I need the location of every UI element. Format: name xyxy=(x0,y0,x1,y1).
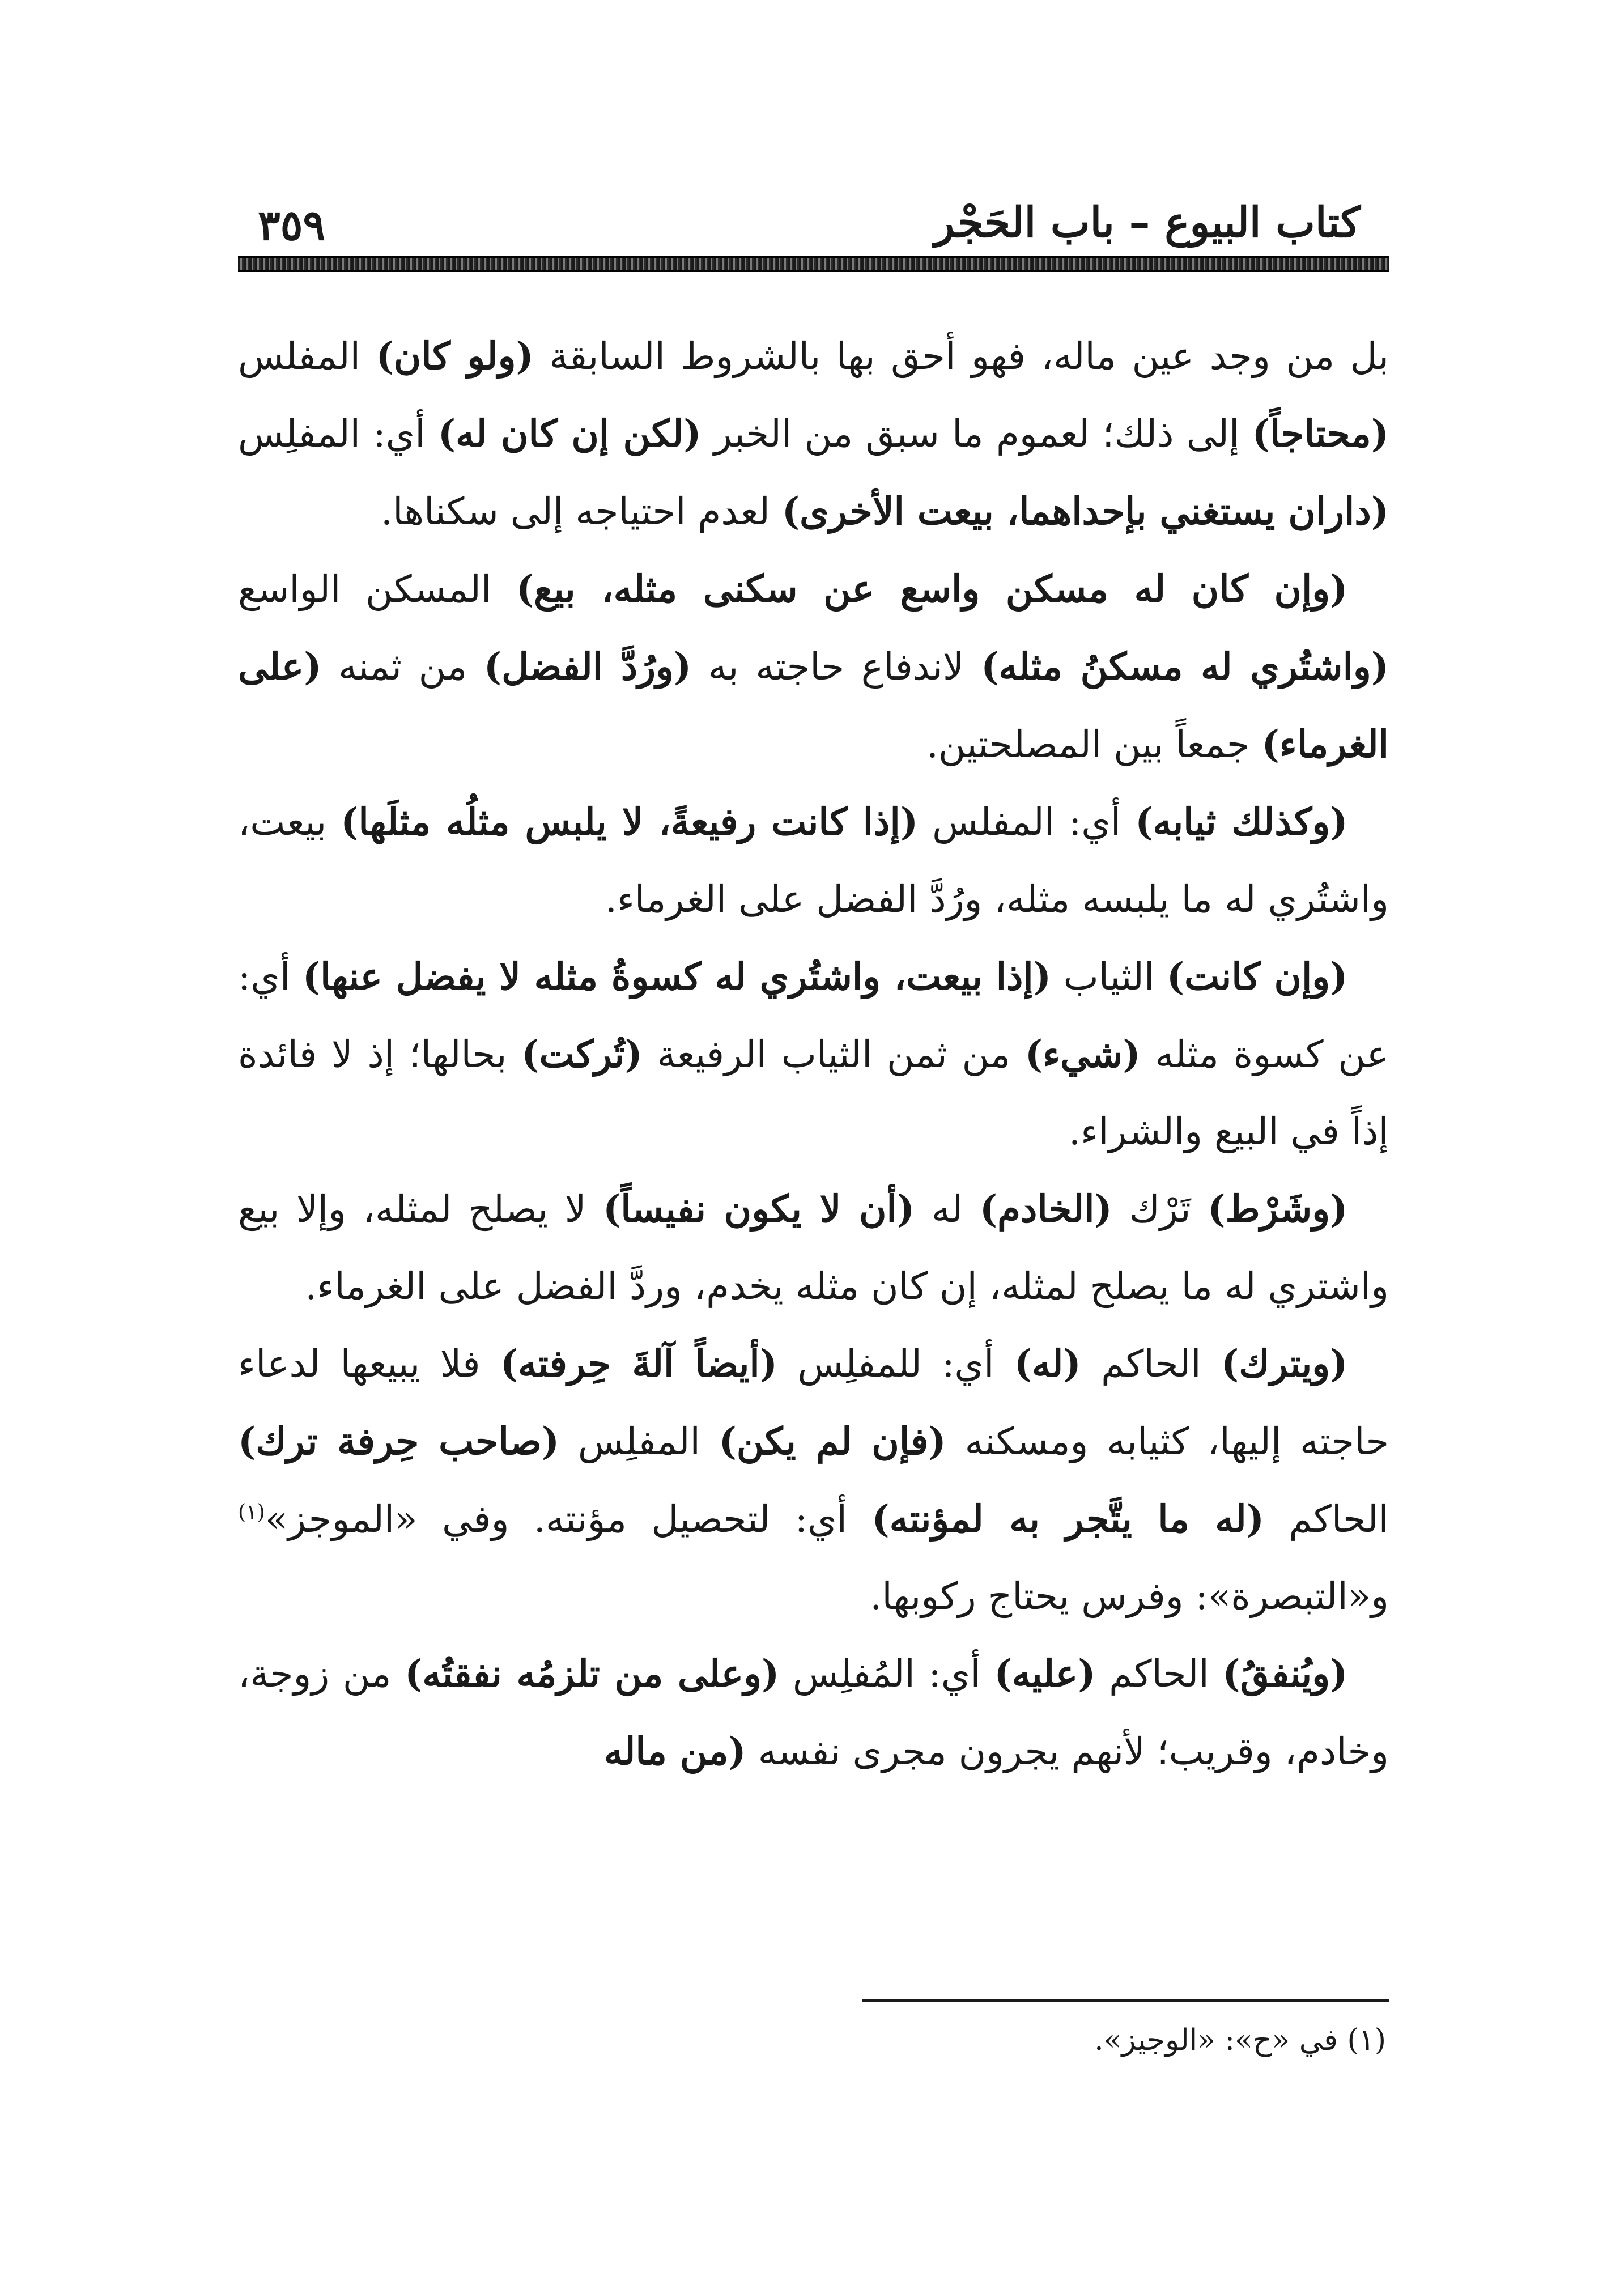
sharh-text: المسكن الواسع xyxy=(238,567,516,611)
matn-text: (إذا كانت رفيعةً، لا يلبس مثلُه مثلَها) xyxy=(341,800,919,844)
sharh-text: الثياب xyxy=(1051,955,1167,999)
footnote-divider xyxy=(862,1999,1389,2002)
matn-text: (فإن لم يكن) xyxy=(719,1419,946,1463)
matn-text: (واشتُري له مسكنُ مثله) xyxy=(981,644,1389,689)
matn-text: (إذا بيعت، واشتُري له كسوةُ مثله لا يفضل عنها) xyxy=(302,954,1051,999)
paragraph xyxy=(238,1325,1389,1635)
sharh-text: إلى ذلك؛ لعموم ما سبق من الخبر xyxy=(701,412,1252,456)
sharh-text: من ثمنه xyxy=(321,645,484,689)
sharh-text: من زوجة، وخادم، وقريب؛ لأنهم يجرون مجرى نفسه xyxy=(238,1652,1389,1773)
sharh-text: بحالها؛ إذ لا فائدة إذاً في البيع والشراء. xyxy=(238,1033,1389,1153)
matn-text: (شيء) xyxy=(1024,1032,1141,1076)
paragraph xyxy=(238,1170,1389,1325)
sharh-text: لعدم احتياجه إلى سكناها. xyxy=(381,490,782,533)
footnote: (١) في «ح»: «الوجيز». xyxy=(1094,2023,1386,2057)
matn-text: (الخادم) xyxy=(979,1187,1112,1231)
header-divider xyxy=(238,256,1389,272)
paragraph xyxy=(238,783,1389,938)
sharh-text: المفلِس xyxy=(559,1420,719,1463)
sharh-text: بل من وجد عين ماله، فهو أحق بها بالشروط السابقة xyxy=(533,334,1389,378)
matn-text: (داران يستغني بإحداهما، بيعت الأخرى) xyxy=(781,489,1389,533)
sharh-text: المفلس xyxy=(238,334,376,378)
paragraph xyxy=(238,1635,1389,1790)
matn-text: (لكن إن كان له) xyxy=(437,411,702,456)
matn-text: (ورُدَّ الفضل) xyxy=(483,644,692,689)
sharh-text: الحاكم xyxy=(1095,1652,1223,1696)
sharh-text: أي: المُفلِس xyxy=(779,1652,994,1696)
sharh-text: أي: للمفلِس xyxy=(777,1342,1014,1386)
sharh-text: تَرْك xyxy=(1112,1187,1208,1231)
sharh-text: الحاكم xyxy=(1264,1497,1389,1541)
matn-text: (له) xyxy=(1014,1341,1081,1386)
sharh-text: فلا يبيعها لدعاء حاجته إليها، كثيابه ومسكنه xyxy=(238,1342,1389,1463)
footnote-marker: (١) xyxy=(238,1500,265,1524)
sharh-text: له xyxy=(915,1187,980,1231)
sharh-text: من ثمن الثياب الرفيعة xyxy=(642,1033,1025,1076)
sharh-text: لاندفاع حاجته به xyxy=(691,645,981,689)
main-text xyxy=(238,317,1389,1790)
matn-text: (صاحب حِرفة ترك) xyxy=(238,1419,560,1463)
paragraph xyxy=(238,550,1389,783)
paragraph xyxy=(238,938,1389,1170)
sharh-text: أي: المفلس xyxy=(918,800,1136,844)
matn-text: (على الغرماء) xyxy=(238,644,1389,766)
matn-text: (أن لا يكون نفيساً) xyxy=(603,1187,915,1231)
matn-text: (وشَرْط) xyxy=(1208,1187,1348,1231)
matn-text: (ويترك) xyxy=(1221,1341,1348,1386)
matn-text: (ويُنفقُ) xyxy=(1222,1651,1348,1696)
sharh-text: الحاكم xyxy=(1081,1342,1221,1386)
matn-text: (من ماله xyxy=(603,1729,746,1773)
running-header-title: كتاب البيوع – باب الحَجْر xyxy=(934,198,1361,247)
sharh-text: و«التبصرة»: وفرس يحتاج ركوبها. xyxy=(870,1574,1389,1618)
matn-text: (وإن كان له مسكن واسع عن سكنى مثله، بيع) xyxy=(516,567,1348,611)
matn-text: (وكذلك ثيابه) xyxy=(1135,800,1348,844)
sharh-text: بيعت، واشتُري له ما يلبسه مثله، ورُدَّ الفضل على الغرماء. xyxy=(238,800,1389,921)
matn-text: (وعلى من تلزمُه نفقتُه) xyxy=(405,1651,780,1696)
sharh-text: أي: عن كسوة مثله xyxy=(238,955,1389,1076)
sharh-text: أي: المفلِس xyxy=(238,412,438,456)
matn-text: (أيضاً آلةَ حِرفته) xyxy=(500,1341,777,1386)
matn-text: (تُركت) xyxy=(521,1032,643,1076)
matn-text: (عليه) xyxy=(994,1651,1096,1696)
sharh-text: جمعاً بين المصلحتين. xyxy=(926,723,1262,766)
matn-text: (محتاجاً) xyxy=(1252,411,1389,456)
sharh-text: لا يصلح لمثله، وإلا بيع واشتري له ما يصلح لمثله، إن كان مثله يخدم، وردَّ الفضل على الغرماء. xyxy=(238,1187,1389,1308)
matn-text: (ولو كان) xyxy=(376,334,534,378)
matn-text: (وإن كانت) xyxy=(1166,954,1348,999)
page-number: ٣٥٩ xyxy=(258,201,326,250)
paragraph xyxy=(238,317,1389,550)
sharh-text: أي: لتحصيل مؤنته. وفي «الموجز» xyxy=(265,1497,872,1541)
matn-text: (له ما يتَّجر به لمؤنته) xyxy=(871,1497,1264,1541)
